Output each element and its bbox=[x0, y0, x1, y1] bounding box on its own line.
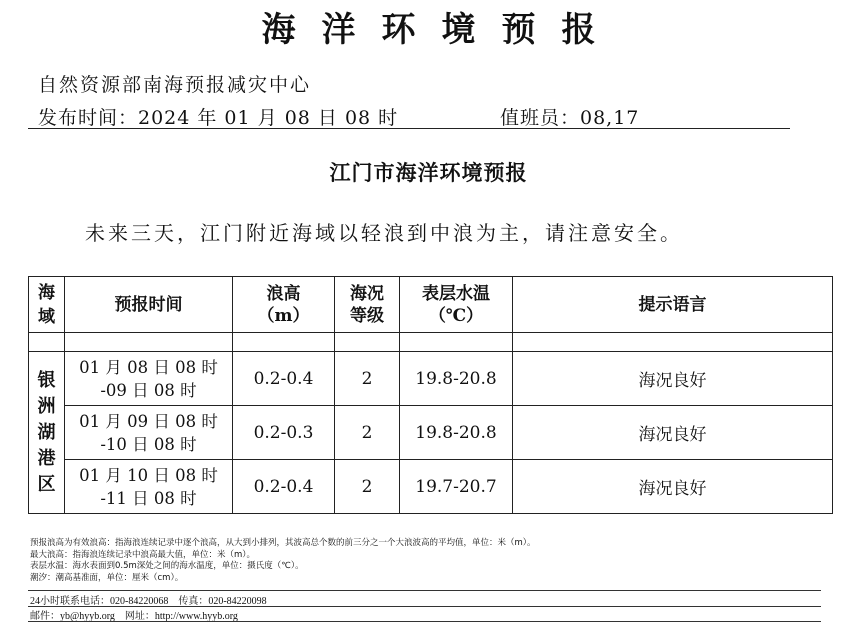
footnote: 潮汐：潮高基准面，单位：厘米（cm）。 bbox=[30, 572, 184, 583]
table-header-row bbox=[29, 277, 833, 333]
header-rule bbox=[28, 128, 790, 129]
forecast-time-cell: 01 月 10 日 08 时 -11 日 08 时 bbox=[65, 460, 233, 514]
table-row bbox=[29, 460, 833, 514]
footnote: 预报浪高为有效浪高：指海浪连续记录中逐个浪高，从大到小排列，其波高总个数的前三分之一个大浪波高的平均值，单位：米（m）。 bbox=[30, 538, 536, 548]
tip-cell: 海况良好 bbox=[513, 406, 833, 460]
wave-height-cell: 0.2-0.4 bbox=[233, 460, 335, 514]
table-row bbox=[29, 352, 833, 406]
tip-cell: 海况良好 bbox=[513, 352, 833, 406]
header-time: 预报时间 bbox=[65, 277, 233, 333]
header-tip: 提示语言 bbox=[513, 277, 833, 333]
wave-height-cell: 0.2-0.3 bbox=[233, 406, 335, 460]
header-sea-state: 海况等级 bbox=[335, 277, 400, 333]
issue-time: 发布时间：2024 年 01 月 08 日 08 时 bbox=[38, 107, 399, 129]
issuing-organization: 自然资源部南海预报减灾中心 bbox=[38, 74, 312, 96]
footnotes bbox=[30, 538, 536, 584]
sea-state-cell: 2 bbox=[335, 352, 400, 406]
header-area: 海域 bbox=[29, 277, 65, 333]
wave-height-cell: 0.2-0.4 bbox=[233, 352, 335, 406]
header-water-temp: 表层水温（℃） bbox=[400, 277, 513, 333]
main-title: 海洋环境预报 bbox=[261, 10, 622, 50]
city-forecast-title: 江门市海洋环境预报 bbox=[329, 160, 528, 185]
footer-rule-bottom bbox=[28, 621, 821, 622]
duty-officer: 值班员：08,17 bbox=[500, 107, 640, 129]
forecast-time-cell: 01 月 08 日 08 时 -09 日 08 时 bbox=[65, 352, 233, 406]
footer-rule-top bbox=[28, 590, 821, 591]
forecast-summary: 未来三天，江门附近海域以轻浪到中浪为主，请注意安全。 bbox=[85, 221, 683, 245]
forecast-time-cell: 01 月 09 日 08 时 -10 日 08 时 bbox=[65, 406, 233, 460]
water-temp-cell: 19.7-20.7 bbox=[400, 460, 513, 514]
forecast-table bbox=[28, 276, 833, 514]
header-wave: 浪高（m） bbox=[233, 277, 335, 333]
contact-phone-fax: 24小时联系电话：020-84220068 传真：020-84220098 bbox=[30, 596, 267, 607]
area-name-cell: 银洲湖港区 bbox=[29, 352, 65, 514]
water-temp-cell: 19.8-20.8 bbox=[400, 406, 513, 460]
footnote: 表层水温：海水表面到0.5m深处之间的海水温度，单位：摄氏度（℃）。 bbox=[30, 561, 304, 571]
table-gap-row bbox=[29, 333, 833, 352]
contact-email-web: 邮件：yb@hyyb.org 网址：http://www.hyyb.org bbox=[30, 611, 238, 622]
sea-state-cell: 2 bbox=[335, 406, 400, 460]
table-row bbox=[29, 406, 833, 460]
footnote: 最大浪高：指海浪连续记录中浪高最大值，单位：米（m）。 bbox=[30, 549, 256, 560]
tip-cell: 海况良好 bbox=[513, 460, 833, 514]
water-temp-cell: 19.8-20.8 bbox=[400, 352, 513, 406]
sea-state-cell: 2 bbox=[335, 460, 400, 514]
